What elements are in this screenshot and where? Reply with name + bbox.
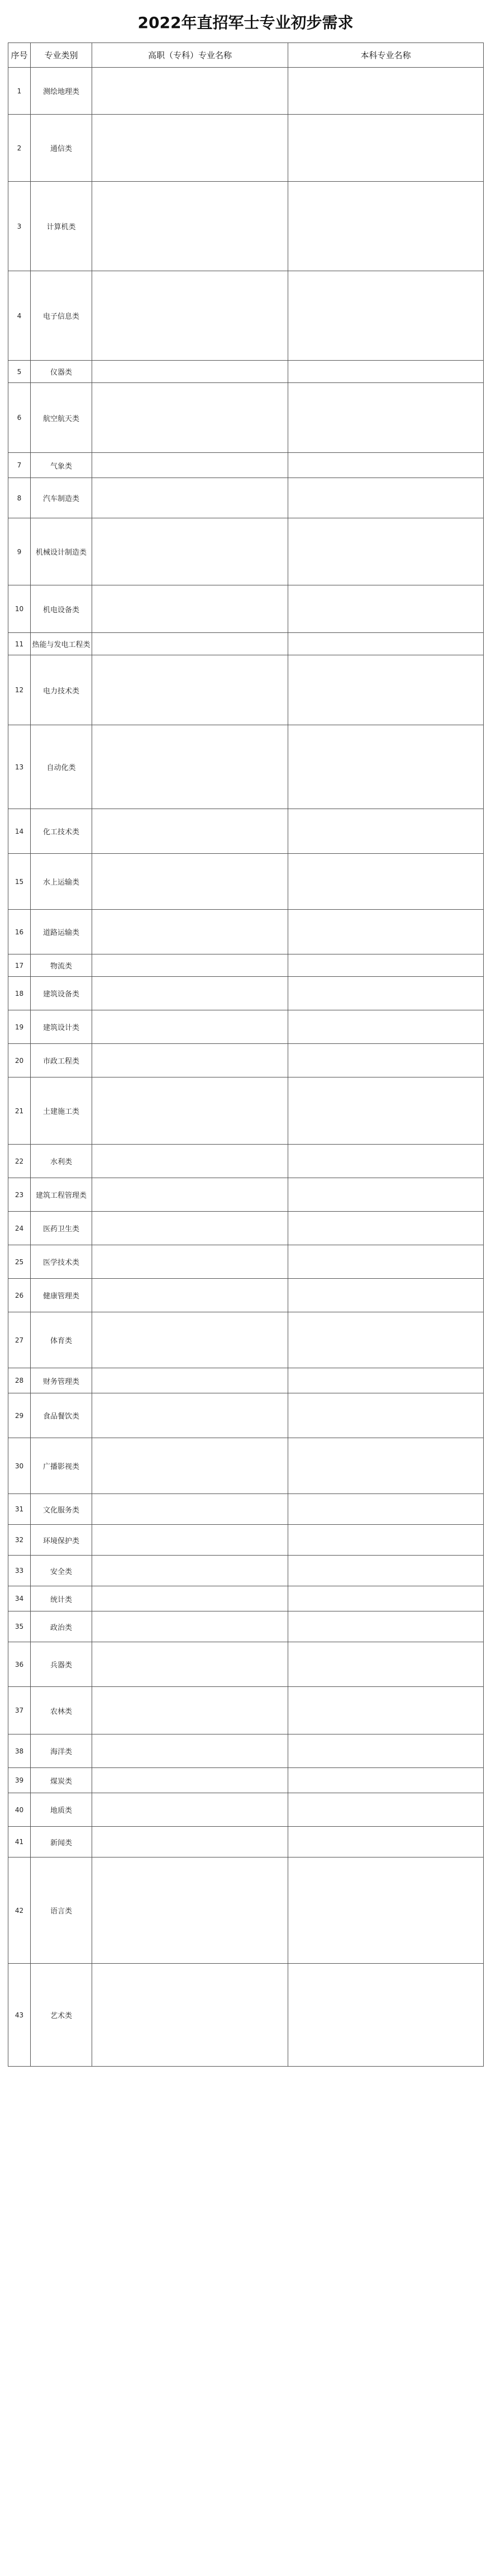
row-number: 18 — [8, 977, 31, 1010]
table-row — [8, 478, 484, 518]
row-number: 10 — [8, 585, 31, 633]
row-junior-college-majors — [92, 1279, 288, 1312]
table-row — [8, 854, 484, 910]
row-number: 5 — [8, 361, 31, 383]
row-category: 机电设备类 — [31, 585, 92, 633]
table-row — [8, 633, 484, 655]
table-row — [8, 361, 484, 383]
table-row — [8, 1964, 484, 2067]
document-title: 2022年直招军士专业初步需求 — [137, 13, 354, 32]
row-number: 28 — [8, 1368, 31, 1393]
table-row — [8, 1857, 484, 1964]
row-number: 36 — [8, 1642, 31, 1687]
row-category: 计算机类 — [31, 182, 92, 271]
row-category: 建筑工程管理类 — [31, 1178, 92, 1212]
row-category: 通信类 — [31, 115, 92, 182]
row-undergraduate-majors — [288, 585, 484, 633]
row-undergraduate-majors — [288, 1687, 484, 1734]
table-row — [8, 1768, 484, 1793]
row-number: 23 — [8, 1178, 31, 1212]
header-undergraduate-majors: 本科专业名称 — [288, 43, 484, 68]
row-number: 35 — [8, 1611, 31, 1642]
row-category: 新闻类 — [31, 1827, 92, 1857]
row-category: 语言类 — [31, 1857, 92, 1964]
row-undergraduate-majors — [288, 1010, 484, 1044]
row-undergraduate-majors — [288, 1586, 484, 1611]
header-no: 序号 — [8, 43, 31, 68]
row-number: 21 — [8, 1077, 31, 1145]
table-row — [8, 1494, 484, 1525]
row-category: 农林类 — [31, 1687, 92, 1734]
table-row — [8, 725, 484, 809]
row-number: 22 — [8, 1145, 31, 1178]
row-junior-college-majors — [92, 1312, 288, 1368]
row-junior-college-majors — [92, 1494, 288, 1525]
row-junior-college-majors — [92, 1245, 288, 1279]
row-number: 6 — [8, 383, 31, 453]
row-undergraduate-majors — [288, 633, 484, 655]
row-junior-college-majors — [92, 1964, 288, 2067]
row-undergraduate-majors — [288, 1964, 484, 2067]
table-row — [8, 1734, 484, 1768]
row-category: 水上运输类 — [31, 854, 92, 910]
table-row — [8, 1279, 484, 1312]
row-junior-college-majors — [92, 910, 288, 954]
table-body — [8, 68, 484, 2067]
row-junior-college-majors — [92, 478, 288, 518]
row-junior-college-majors — [92, 1586, 288, 1611]
row-category: 健康管理类 — [31, 1279, 92, 1312]
row-junior-college-majors — [92, 1734, 288, 1768]
row-number: 13 — [8, 725, 31, 809]
row-undergraduate-majors — [288, 1245, 484, 1279]
row-number: 41 — [8, 1827, 31, 1857]
row-undergraduate-majors — [288, 1857, 484, 1964]
table-row — [8, 182, 484, 271]
row-category: 物流类 — [31, 954, 92, 977]
row-junior-college-majors — [92, 1368, 288, 1393]
table-row — [8, 1556, 484, 1586]
row-undergraduate-majors — [288, 1044, 484, 1077]
row-junior-college-majors — [92, 655, 288, 725]
row-undergraduate-majors — [288, 271, 484, 361]
table-row — [8, 115, 484, 182]
header-junior-college-majors: 高职（专科）专业名称 — [92, 43, 288, 68]
row-undergraduate-majors — [288, 182, 484, 271]
row-number: 42 — [8, 1857, 31, 1964]
table-row — [8, 1368, 484, 1393]
table-row — [8, 1178, 484, 1212]
row-undergraduate-majors — [288, 655, 484, 725]
row-category: 广播影视类 — [31, 1438, 92, 1494]
row-number: 16 — [8, 910, 31, 954]
row-undergraduate-majors — [288, 809, 484, 854]
row-category: 水利类 — [31, 1145, 92, 1178]
row-number: 4 — [8, 271, 31, 361]
row-undergraduate-majors — [288, 1611, 484, 1642]
row-number: 1 — [8, 68, 31, 115]
row-junior-college-majors — [92, 1525, 288, 1556]
row-junior-college-majors — [92, 854, 288, 910]
row-undergraduate-majors — [288, 954, 484, 977]
row-category: 化工技术类 — [31, 809, 92, 854]
table-row — [8, 68, 484, 115]
row-undergraduate-majors — [288, 1145, 484, 1178]
row-junior-college-majors — [92, 1145, 288, 1178]
row-category: 建筑设备类 — [31, 977, 92, 1010]
row-category: 机械设计制造类 — [31, 518, 92, 585]
row-undergraduate-majors — [288, 68, 484, 115]
row-junior-college-majors — [92, 1044, 288, 1077]
row-number: 24 — [8, 1212, 31, 1245]
row-category: 自动化类 — [31, 725, 92, 809]
row-undergraduate-majors — [288, 1438, 484, 1494]
row-undergraduate-majors — [288, 1525, 484, 1556]
row-number: 15 — [8, 854, 31, 910]
row-category: 统计类 — [31, 1586, 92, 1611]
row-undergraduate-majors — [288, 478, 484, 518]
row-category: 土建施工类 — [31, 1077, 92, 1145]
table-row — [8, 1438, 484, 1494]
row-category: 气象类 — [31, 453, 92, 478]
row-junior-college-majors — [92, 115, 288, 182]
row-undergraduate-majors — [288, 1494, 484, 1525]
row-undergraduate-majors — [288, 854, 484, 910]
row-number: 40 — [8, 1793, 31, 1827]
row-category: 建筑设计类 — [31, 1010, 92, 1044]
table-row — [8, 1793, 484, 1827]
row-junior-college-majors — [92, 977, 288, 1010]
row-junior-college-majors — [92, 1611, 288, 1642]
row-undergraduate-majors — [288, 1642, 484, 1687]
table-row — [8, 453, 484, 478]
row-number: 2 — [8, 115, 31, 182]
row-undergraduate-majors — [288, 1212, 484, 1245]
table-row — [8, 809, 484, 854]
row-number: 14 — [8, 809, 31, 854]
row-category: 政治类 — [31, 1611, 92, 1642]
row-number: 20 — [8, 1044, 31, 1077]
table-row — [8, 910, 484, 954]
table-row — [8, 655, 484, 725]
row-junior-college-majors — [92, 1556, 288, 1586]
table-header-row — [8, 43, 484, 68]
row-category: 文化服务类 — [31, 1494, 92, 1525]
row-junior-college-majors — [92, 725, 288, 809]
table-row — [8, 518, 484, 585]
row-number: 26 — [8, 1279, 31, 1312]
row-undergraduate-majors — [288, 1556, 484, 1586]
row-category: 仪器类 — [31, 361, 92, 383]
row-undergraduate-majors — [288, 1827, 484, 1857]
row-category: 环境保护类 — [31, 1525, 92, 1556]
row-undergraduate-majors — [288, 1368, 484, 1393]
table-row — [8, 1687, 484, 1734]
row-junior-college-majors — [92, 1857, 288, 1964]
row-category: 兵器类 — [31, 1642, 92, 1687]
row-category: 海洋类 — [31, 1734, 92, 1768]
row-number: 34 — [8, 1586, 31, 1611]
row-category: 财务管理类 — [31, 1368, 92, 1393]
table-row — [8, 977, 484, 1010]
row-category: 汽车制造类 — [31, 478, 92, 518]
row-junior-college-majors — [92, 68, 288, 115]
row-undergraduate-majors — [288, 361, 484, 383]
row-category: 医学技术类 — [31, 1245, 92, 1279]
row-undergraduate-majors — [288, 383, 484, 453]
row-category: 电力技术类 — [31, 655, 92, 725]
row-number: 3 — [8, 182, 31, 271]
row-number: 27 — [8, 1312, 31, 1368]
row-number: 9 — [8, 518, 31, 585]
table-row — [8, 1642, 484, 1687]
row-category: 体育类 — [31, 1312, 92, 1368]
row-number: 8 — [8, 478, 31, 518]
row-number: 29 — [8, 1393, 31, 1438]
row-junior-college-majors — [92, 1393, 288, 1438]
row-number: 33 — [8, 1556, 31, 1586]
row-category: 艺术类 — [31, 1964, 92, 2067]
row-number: 25 — [8, 1245, 31, 1279]
row-number: 39 — [8, 1768, 31, 1793]
row-junior-college-majors — [92, 182, 288, 271]
header-category: 专业类别 — [31, 43, 92, 68]
row-junior-college-majors — [92, 1768, 288, 1793]
row-junior-college-majors — [92, 809, 288, 854]
row-junior-college-majors — [92, 271, 288, 361]
table-row — [8, 1393, 484, 1438]
row-junior-college-majors — [92, 954, 288, 977]
table-row — [8, 271, 484, 361]
row-undergraduate-majors — [288, 453, 484, 478]
row-junior-college-majors — [92, 383, 288, 453]
table-row — [8, 1245, 484, 1279]
row-junior-college-majors — [92, 633, 288, 655]
table-row — [8, 383, 484, 453]
row-category: 医药卫生类 — [31, 1212, 92, 1245]
row-undergraduate-majors — [288, 115, 484, 182]
row-junior-college-majors — [92, 361, 288, 383]
row-category: 测绘地理类 — [31, 68, 92, 115]
table-row — [8, 1525, 484, 1556]
row-undergraduate-majors — [288, 1077, 484, 1145]
row-junior-college-majors — [92, 1010, 288, 1044]
row-number: 32 — [8, 1525, 31, 1556]
row-undergraduate-majors — [288, 725, 484, 809]
row-undergraduate-majors — [288, 910, 484, 954]
table-row — [8, 1145, 484, 1178]
row-junior-college-majors — [92, 1438, 288, 1494]
row-category: 市政工程类 — [31, 1044, 92, 1077]
row-number: 43 — [8, 1964, 31, 2067]
row-category: 航空航天类 — [31, 383, 92, 453]
table-row — [8, 1312, 484, 1368]
table-row — [8, 1077, 484, 1145]
row-number: 17 — [8, 954, 31, 977]
row-junior-college-majors — [92, 453, 288, 478]
row-junior-college-majors — [92, 1212, 288, 1245]
table-row — [8, 1212, 484, 1245]
row-junior-college-majors — [92, 518, 288, 585]
row-junior-college-majors — [92, 1827, 288, 1857]
row-number: 30 — [8, 1438, 31, 1494]
row-junior-college-majors — [92, 1687, 288, 1734]
row-number: 12 — [8, 655, 31, 725]
row-category: 电子信息类 — [31, 271, 92, 361]
row-category: 煤炭类 — [31, 1768, 92, 1793]
row-number: 11 — [8, 633, 31, 655]
table-row — [8, 1010, 484, 1044]
row-category: 热能与发电工程类 — [31, 633, 92, 655]
row-junior-college-majors — [92, 1077, 288, 1145]
row-junior-college-majors — [92, 1642, 288, 1687]
row-undergraduate-majors — [288, 977, 484, 1010]
row-category: 安全类 — [31, 1556, 92, 1586]
row-junior-college-majors — [92, 1793, 288, 1827]
row-junior-college-majors — [92, 1178, 288, 1212]
row-undergraduate-majors — [288, 1178, 484, 1212]
table-row — [8, 1611, 484, 1642]
row-category: 道路运输类 — [31, 910, 92, 954]
row-category: 食品餐饮类 — [31, 1393, 92, 1438]
table-row — [8, 1044, 484, 1077]
row-category: 地质类 — [31, 1793, 92, 1827]
row-undergraduate-majors — [288, 1393, 484, 1438]
row-number: 31 — [8, 1494, 31, 1525]
table-row — [8, 954, 484, 977]
row-number: 38 — [8, 1734, 31, 1768]
row-undergraduate-majors — [288, 1734, 484, 1768]
row-number: 7 — [8, 453, 31, 478]
row-junior-college-majors — [92, 585, 288, 633]
row-number: 19 — [8, 1010, 31, 1044]
row-undergraduate-majors — [288, 518, 484, 585]
table-row — [8, 585, 484, 633]
row-undergraduate-majors — [288, 1768, 484, 1793]
row-number: 37 — [8, 1687, 31, 1734]
table-row — [8, 1586, 484, 1611]
row-undergraduate-majors — [288, 1793, 484, 1827]
table-row — [8, 1827, 484, 1857]
requirements-table — [8, 42, 484, 2067]
row-undergraduate-majors — [288, 1279, 484, 1312]
row-undergraduate-majors — [288, 1312, 484, 1368]
